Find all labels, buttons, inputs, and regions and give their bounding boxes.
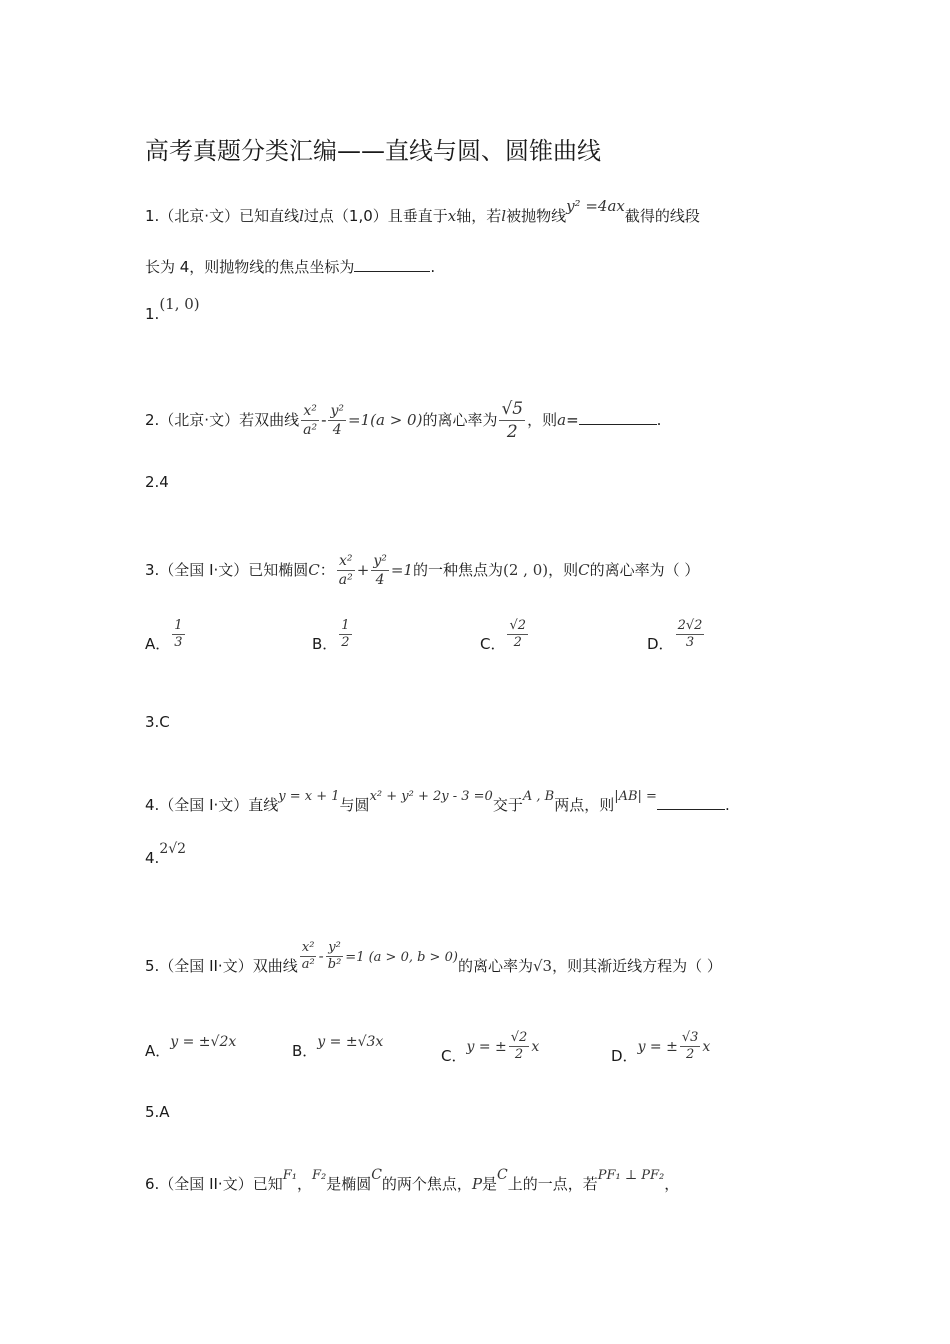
answer-1: 1.(1, 0) [145, 295, 200, 323]
question-1-line-2: 长为 4，则抛物线的焦点坐标为 . [145, 255, 435, 278]
var-x: x [447, 207, 457, 225]
answer-5: 5.A [145, 1103, 170, 1121]
answer-blank [579, 408, 657, 425]
answer-blank [354, 255, 430, 272]
parabola-equation: y² =4ax [566, 197, 625, 215]
fraction-y2-b2: $\frac{\text{y²}}{\text{b²}}$ [327, 940, 342, 972]
question-1-line-1: 1.（北京·文）已知直线l过点（1,0）且垂直于x轴，若l被抛物线y² =4ax截得的线段 [145, 197, 700, 225]
option-5a[interactable]: A．y = ±√2x [145, 1034, 237, 1060]
option-3b[interactable]: B． $\frac{1}{2}$ [312, 618, 350, 653]
option-5c[interactable]: C．y = ± $\frac{√2}{2}$ x [441, 1030, 540, 1065]
question-2: 2.（北京·文）若双曲线 $\frac{\text{x²}}{\text{a²}}$ - $\frac{\text{y²}}{4}$ =1(a > 0)的离心率为 $\frac{√5}{2}$ ，则a= . [145, 399, 662, 442]
fraction-y2-4: $\frac{\text{y²}}{4}$ [373, 553, 387, 588]
option-3c[interactable]: C． $\frac{√2}{2}$ [480, 618, 527, 653]
eccentricity-fraction: $\frac{√5}{2}$ [501, 399, 524, 442]
answer-3: 3.C [145, 713, 170, 731]
fraction-y2-4: $\frac{\text{y²}}{4}$ [330, 403, 345, 438]
answer-2: 2.4 [145, 473, 169, 491]
question-4: 4.（全国 I·文）直线y = x + 1与圆x² + y² + 2y - 3 =0交于A , B两点，则|AB| = . [145, 789, 730, 814]
question-6: 6.（全国 II·文）已知F₁，F₂是椭圆C的两个焦点，P是C上的一点，若PF₁ ⊥ PF₂， [145, 1167, 680, 1193]
question-3: 3.（全国 I·文）已知椭圆C： $\frac{\text{x²}}{\text{a²}}$ + $\frac{\text{y²}}{4}$ =1的一种焦点为(2 , 0)，则C的离心率为（ ） [145, 553, 700, 588]
question-5: 5.（全国 II·文）双曲线 $\frac{\text{x²}}{\text{a²}}$ - $\frac{\text{y²}}{\text{b²}}$ =1 (a > 0, b > 0)的离心率为√3，则其渐近线方程为（ ） [145, 940, 722, 975]
var-l-2: l [501, 207, 507, 225]
var-l: l [299, 207, 304, 225]
answer-4: 4.2√2 [145, 841, 187, 867]
option-3d[interactable]: D． $\frac{2√2}{3}$ [647, 618, 703, 653]
answer-blank [657, 793, 725, 810]
option-3a[interactable]: A． $\frac{1}{3}$ [145, 618, 183, 653]
fraction-x2-a2: $\frac{\text{x²}}{\text{a²}}$ [301, 940, 315, 972]
option-5d[interactable]: D．y = ± $\frac{√3}{2}$ x [611, 1030, 711, 1065]
fraction-x2-a2: $\frac{\text{x²}}{\text{a²}}$ [303, 403, 318, 438]
option-5b[interactable]: B．y = ±√3x [292, 1034, 384, 1060]
fraction-x2-a2: $\frac{\text{x²}}{\text{a²}}$ [338, 553, 353, 588]
page-title: 高考真题分类汇编——直线与圆、圆锥曲线 [145, 137, 601, 165]
